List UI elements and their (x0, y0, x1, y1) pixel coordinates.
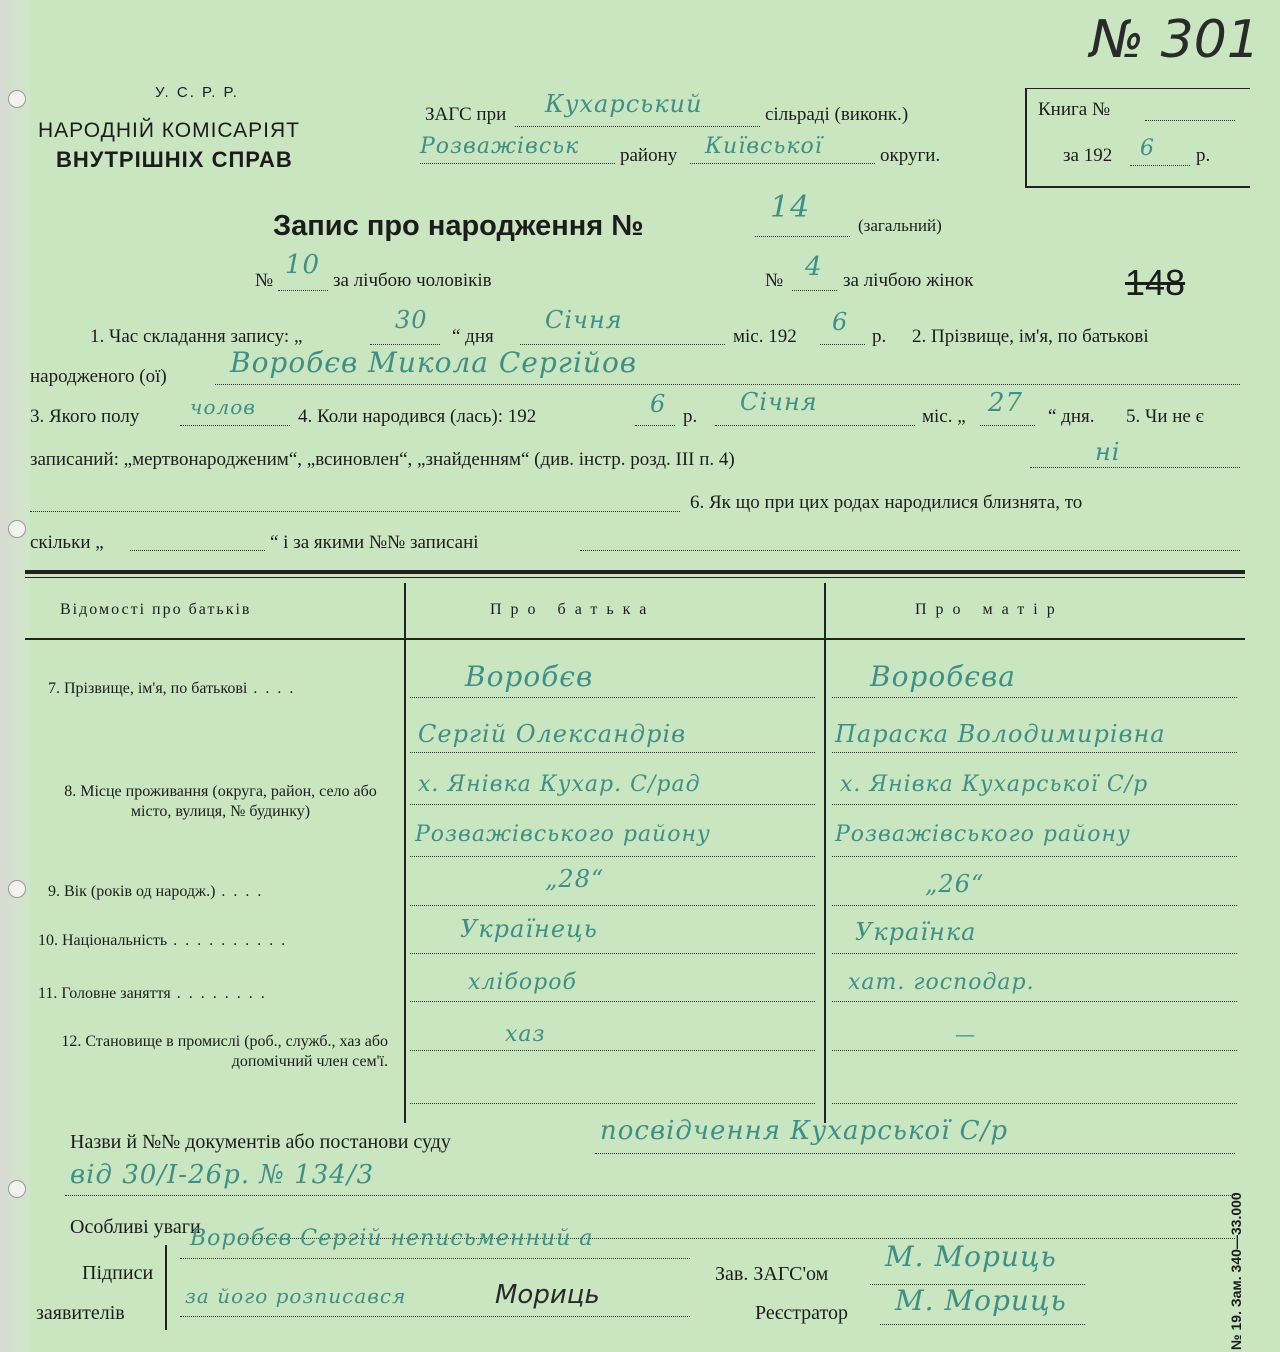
table-header-mother: Про матір (915, 601, 1064, 618)
row-11-father: хлібороб (468, 970, 577, 995)
binding-hole (8, 520, 26, 538)
field-4-year-suffix: р. (683, 406, 698, 427)
field-2-label: 2. Прізвище, ім'я, по батькові (912, 326, 1149, 347)
signature-value-3: Мориць (495, 1280, 600, 1310)
table-header-father: Про батька (490, 601, 656, 618)
signature-label-1: Підписи (82, 1262, 154, 1284)
field-3-label: 3. Якого полу (30, 406, 140, 427)
signature-label-2: заявителів (36, 1302, 125, 1324)
binding-hole (8, 880, 26, 898)
field-1-month: Січня (545, 306, 623, 334)
village-council-label: сільраді (виконк.) (765, 104, 909, 125)
field-4-month: Січня (740, 388, 818, 416)
row-8-mother-line2: Розважівського району (835, 822, 1131, 847)
field-1-year-suffix: р. (872, 326, 887, 347)
signature-brace (165, 1245, 167, 1330)
signature-value-1: Воробєв Сергій неписьменний а (190, 1226, 594, 1251)
ussr-label: У. С. Р. Р. (155, 84, 239, 101)
row-8-mother-line1: х. Янівка Кухарської С/р (840, 772, 1149, 797)
okrug-label: округи. (880, 145, 941, 166)
zags-head-label: Зав. ЗАГС'ом (715, 1263, 829, 1285)
row-8-label: 8. Місце проживання (округа, район, село або місто, вулиця, № будинку) (64, 783, 377, 820)
side-imprint: № 19. Зам. 340—33.000 (1228, 1192, 1244, 1350)
book-year-value: 6 (1140, 136, 1155, 161)
row-7-father-line1: Воробєв (465, 660, 594, 693)
table-header-parents: Відомості про батьків (60, 601, 252, 618)
zags-prefix: ЗАГС при (425, 104, 507, 125)
signature-value-2: за його розписався (185, 1284, 407, 1308)
book-box-top (1025, 88, 1250, 89)
field-3-value: чолов (190, 395, 256, 419)
registrar-signature: М. Мориць (895, 1284, 1067, 1317)
field-1-day-label: “ дня (452, 326, 494, 347)
book-box-bottom (1025, 186, 1250, 188)
record-number: 14 (770, 190, 811, 225)
documents-label: Назви й №№ документів або постанови суду (70, 1131, 451, 1153)
book-year-suffix: р. (1196, 145, 1211, 166)
field-1-label: 1. Час складання запису: „ (90, 326, 303, 347)
row-7-mother-line1: Воробєва (870, 660, 1016, 693)
row-10-father: Українець (460, 915, 598, 943)
female-count-prefix: № (765, 270, 784, 291)
binding-hole (8, 1180, 26, 1198)
crossed-number: 148 (1125, 262, 1186, 303)
row-10-label: 10. Національність . . . . . . . . . . (38, 932, 288, 949)
record-general-label: (загальний) (858, 216, 942, 235)
documents-value-2: від 30/I-26р. № 134/3 (70, 1160, 375, 1190)
row-7-label: 7. Прізвище, ім'я, по батькові . . . . (48, 680, 296, 697)
field-4-month-label: міс. „ (922, 406, 966, 427)
born-value: Воробєв Микола Сергійов (230, 346, 638, 379)
archive-number: № 301 (1090, 10, 1260, 70)
field-1-day: 30 (395, 306, 428, 334)
row-11-label: 11. Головне заняття . . . . . . . . (38, 985, 267, 1002)
table-col-divider (404, 583, 406, 1123)
field-5-value: ні (1095, 438, 1121, 466)
ministry-label: ВНУТРІШНІХ СПРАВ (56, 147, 293, 172)
field-5-text: записаний: „мертвонародженим“, „всиновлен“, „знайденням“ (див. інстр. розд. III п. 4) (30, 449, 735, 470)
row-9-father: „28“ (545, 865, 605, 893)
table-top-rule (25, 570, 1245, 574)
row-12-father: хаз (505, 1022, 546, 1047)
okrug-value: Київської (705, 134, 823, 159)
row-7-father-line2: Сергій Олександрів (418, 720, 687, 748)
registrar-label: Реєстратор (755, 1302, 849, 1324)
female-count-value: 4 (805, 252, 823, 282)
table-header-rule (25, 638, 1245, 640)
book-label: Книга № (1038, 99, 1111, 120)
zags-head-signature: М. Мориць (885, 1240, 1057, 1273)
zags-value: Кухарський (545, 90, 703, 118)
row-8-father-line1: х. Янівка Кухар. С/рад (418, 772, 701, 797)
row-11-mother: хат. господар. (848, 970, 1035, 995)
binding-hole (8, 90, 26, 108)
district-value: Розважівськ (420, 134, 580, 159)
commissariat-label: НАРОДНІЙ КОМІСАРІЯТ (38, 119, 300, 142)
row-12-label: 12. Становище в промислі (роб., служб., хаз або допомічний член сем'ї. (61, 1033, 388, 1070)
field-5-label: 5. Чи не є (1126, 406, 1204, 427)
documents-value-1: посвідчення Кухарської С/р (600, 1116, 1008, 1146)
book-year-prefix: за 192 (1063, 145, 1113, 166)
field-4-year: 6 (650, 390, 667, 418)
field-6-text-a: скільки „ (30, 532, 104, 553)
row-10-mother: Українка (855, 918, 977, 946)
record-title: Запис про народження № (273, 210, 644, 242)
male-count-prefix: № (255, 270, 274, 291)
book-box-left (1025, 88, 1027, 188)
row-12-mother: — (955, 1022, 976, 1046)
field-1-year: 6 (832, 308, 849, 336)
notes-label: Особливі уваги (70, 1216, 201, 1238)
field-4-label: 4. Коли народився (лась): 192 (298, 406, 537, 427)
born-label: народженого (ої) (30, 366, 167, 387)
field-4-day: 27 (988, 388, 1024, 418)
row-9-label: 9. Вік (років од народж.) . . . . (48, 883, 264, 900)
male-count-label: за лічбою чоловіків (333, 270, 492, 291)
female-count-label: за лічбою жінок (843, 270, 974, 291)
male-count-value: 10 (285, 250, 321, 280)
row-8-father-line2: Розважівського району (415, 822, 711, 847)
field-6-text-b: “ і за якими №№ записані (270, 532, 479, 553)
field-4-day-label: “ дня. (1048, 406, 1095, 427)
field-6-label: 6. Як що при цих родах народилися близнята, то (690, 492, 1083, 513)
page-edge (0, 0, 30, 1352)
field-1-month-label: міс. 192 (733, 326, 797, 347)
district-label: району (620, 145, 678, 166)
row-9-mother: „26“ (925, 870, 985, 898)
row-7-mother-line2: Параска Володимирівна (835, 720, 1166, 748)
table-col-divider (824, 583, 826, 1123)
